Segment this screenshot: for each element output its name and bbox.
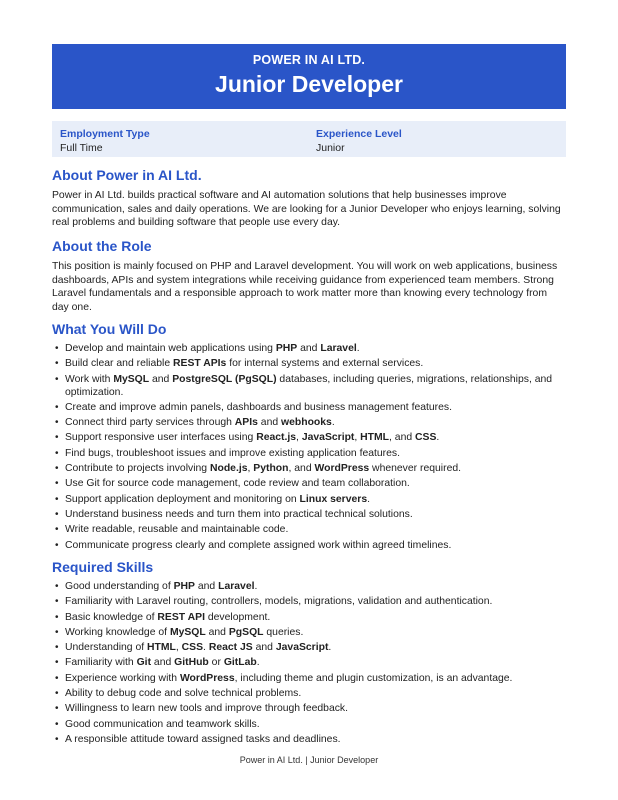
emphasis-text: GitLab [223, 657, 257, 669]
item-text: development. [204, 611, 271, 623]
bullet-icon: • [55, 718, 59, 730]
bullet-icon: • [55, 733, 59, 745]
item-text: Experience working with [65, 672, 180, 684]
bullet-icon: • [55, 581, 59, 592]
item-text: Good understanding of [65, 581, 174, 592]
item-text: and [205, 626, 229, 638]
skills-list [52, 580, 566, 746]
duty-item [52, 342, 566, 355]
item-text: , and [389, 432, 416, 444]
emphasis-text: Git [136, 657, 152, 669]
skills-heading: Required Skills [52, 559, 154, 575]
bullet-icon: • [55, 373, 59, 385]
bullet-icon: • [55, 401, 59, 413]
skill-item [52, 595, 566, 608]
bullet-icon: • [55, 478, 59, 490]
item-text: Contribute to projects involving [65, 463, 210, 475]
item-text: queries. [263, 626, 304, 638]
emphasis-text: HTML [360, 432, 390, 444]
about-company-text: Power in AI Ltd. builds practical software and AI automation solutions that help businesses improve communication, sales and daily operations. We are looking for a Junior Developer who enjoys learning, solving real problems and building software that people use every day. [52, 190, 561, 228]
employment-type-value: Full Time [60, 142, 103, 154]
item-text: . [328, 642, 332, 654]
item-text: Basic knowledge of [65, 611, 158, 623]
bullet-icon: • [55, 432, 59, 444]
emphasis-text: REST API [157, 611, 205, 623]
about-company-heading: About Power in AI Ltd. [52, 167, 202, 183]
about-role-heading: About the Role [52, 238, 152, 254]
item-text: Support application deployment and monitoring on [65, 493, 300, 505]
skill-item [52, 656, 566, 669]
emphasis-text: WordPress [314, 463, 370, 475]
about-role-text: This position is mainly focused on PHP and Laravel development. You will work on web applications, business dashboards, APIs and system integrations while receiving guidance from experienced team members. Strong Laravel fundamentals and a responsible approach to work matter more than knowing every technology from day one. [52, 261, 558, 313]
emphasis-text: PHP [173, 581, 195, 592]
emphasis-text: Python [253, 463, 289, 475]
item-text: and [194, 581, 219, 592]
job-title: Junior Developer [215, 71, 403, 97]
item-text: Find bugs, troubleshoot issues and improve existing application features. [65, 447, 401, 459]
item-text: , [175, 642, 182, 654]
item-text: Familiarity with [65, 657, 137, 669]
duty-item [52, 431, 566, 444]
bullet-icon: • [55, 611, 59, 623]
item-text: Write readable, reusable and maintainable code. [65, 524, 289, 536]
item-text: Work with [65, 373, 114, 385]
duty-item [52, 357, 566, 370]
item-text: . [436, 432, 440, 444]
emphasis-text: HTML [147, 642, 176, 654]
item-text: and [257, 417, 282, 429]
item-text: for internal systems and external services. [226, 358, 424, 370]
item-text: , [247, 463, 254, 475]
employment-type-block [60, 127, 150, 155]
item-text: A responsible attitude toward assigned tasks and deadlines. [65, 733, 341, 745]
duty-item [52, 447, 566, 460]
item-text: Willingness to learn new tools and improve through feedback. [65, 703, 349, 715]
emphasis-text: CSS [181, 642, 204, 654]
duties-section [52, 321, 566, 554]
experience-level-label: Experience Level [316, 128, 402, 140]
duty-item [52, 493, 566, 506]
skill-item [52, 687, 566, 700]
item-text: , [354, 432, 361, 444]
emphasis-text: JavaScript [275, 642, 329, 654]
emphasis-text: MySQL [169, 626, 206, 638]
emphasis-text: PgSQL [228, 626, 264, 638]
info-box [52, 121, 566, 157]
bullet-icon: • [55, 672, 59, 684]
item-text: and [149, 373, 173, 385]
bullet-icon: • [55, 596, 59, 608]
item-text: and [252, 642, 276, 654]
duty-item [52, 462, 566, 475]
item-text: and [297, 343, 321, 354]
skill-item [52, 626, 566, 639]
about-role-section [52, 238, 566, 314]
about-company-section [52, 167, 566, 230]
item-text: Working knowledge of [65, 626, 170, 638]
bullet-icon: • [55, 688, 59, 700]
item-text: , [296, 432, 302, 444]
bullet-icon: • [55, 463, 59, 475]
emphasis-text: WordPress [179, 672, 235, 684]
item-text: Develop and maintain web applications using [65, 343, 276, 354]
emphasis-text: Laravel [320, 343, 357, 354]
emphasis-text: webhooks [281, 417, 332, 429]
item-text: , and [288, 463, 315, 475]
emphasis-text: Laravel [218, 581, 255, 592]
item-text: Build clear and reliable [65, 358, 174, 370]
skill-item [52, 718, 566, 731]
item-text: . [256, 657, 260, 669]
company-name: POWER IN AI LTD. [252, 53, 366, 67]
item-text: Ability to debug code and solve technical problems. [65, 688, 302, 700]
emphasis-text: PHP [275, 343, 298, 354]
skill-item [52, 733, 566, 746]
item-text: and [151, 657, 175, 669]
bullet-icon: • [55, 343, 59, 354]
emphasis-text: MySQL [113, 373, 150, 385]
item-text: databases, including queries, migrations, relationships, and optimization. [65, 373, 553, 398]
item-text: Understanding of [65, 642, 148, 654]
emphasis-text: CSS [415, 432, 437, 444]
item-text: . [331, 417, 335, 429]
duty-item [52, 508, 566, 521]
item-text: . [367, 493, 370, 505]
bullet-icon: • [55, 358, 59, 370]
item-text: whenever required. [369, 463, 462, 475]
title-banner [52, 44, 566, 109]
duty-item [52, 401, 566, 414]
emphasis-text: Linux servers [299, 493, 368, 505]
bullet-icon: • [55, 539, 59, 551]
item-text: Support responsive user interfaces using [65, 432, 257, 444]
bullet-icon: • [55, 626, 59, 638]
bullet-icon: • [55, 508, 59, 520]
emphasis-text: GitHub [174, 657, 209, 669]
skill-item [52, 611, 566, 624]
emphasis-text: APIs [234, 417, 258, 429]
duties-heading: What You Will Do [52, 321, 167, 337]
duty-item [52, 477, 566, 490]
bullet-icon: • [55, 417, 59, 429]
item-text: Understand business needs and turn them into practical technical solutions. [65, 508, 413, 520]
duty-item [52, 539, 566, 552]
employment-type-label: Employment Type [60, 128, 150, 140]
duty-item [52, 373, 566, 399]
experience-level-block [316, 127, 402, 155]
item-text: , including theme and plugin customization, is an advantage. [234, 672, 513, 684]
item-text: Familiarity with Laravel routing, controllers, models, migrations, validation and authentication. [65, 596, 493, 608]
page-footer: Power in AI Ltd. | Junior Developer [239, 755, 379, 765]
bullet-icon: • [55, 703, 59, 715]
emphasis-text: React.js [256, 432, 297, 444]
emphasis-text: PostgreSQL (PgSQL) [172, 373, 277, 385]
duty-item [52, 416, 566, 429]
item-text: Create and improve admin panels, dashboards and business management features. [65, 401, 452, 413]
skill-item [52, 702, 566, 715]
skills-section [52, 559, 566, 748]
item-text: Connect third party services through [65, 417, 235, 429]
duties-list [52, 342, 566, 552]
item-text: . [203, 642, 209, 654]
bullet-icon: • [55, 642, 59, 654]
item-text: . [356, 343, 360, 354]
emphasis-text: React JS [208, 642, 253, 654]
skill-item [52, 641, 566, 654]
bullet-icon: • [55, 524, 59, 536]
emphasis-text: JavaScript [301, 432, 355, 444]
skill-item [52, 580, 566, 593]
bullet-icon: • [55, 447, 59, 459]
item-text: or [208, 657, 224, 669]
skill-item [52, 672, 566, 685]
experience-level-value: Junior [316, 142, 345, 154]
document-page [52, 44, 566, 157]
item-text: . [254, 581, 258, 592]
bullet-icon: • [55, 657, 59, 669]
item-text: Use Git for source code management, code review and team collaboration. [65, 478, 410, 490]
emphasis-text: REST APIs [173, 358, 227, 370]
bullet-icon: • [55, 493, 59, 505]
item-text: Good communication and teamwork skills. [65, 718, 260, 730]
emphasis-text: Node.js [209, 463, 248, 475]
item-text: Communicate progress clearly and complete assigned work within agreed timelines. [65, 539, 452, 551]
duty-item [52, 523, 566, 536]
